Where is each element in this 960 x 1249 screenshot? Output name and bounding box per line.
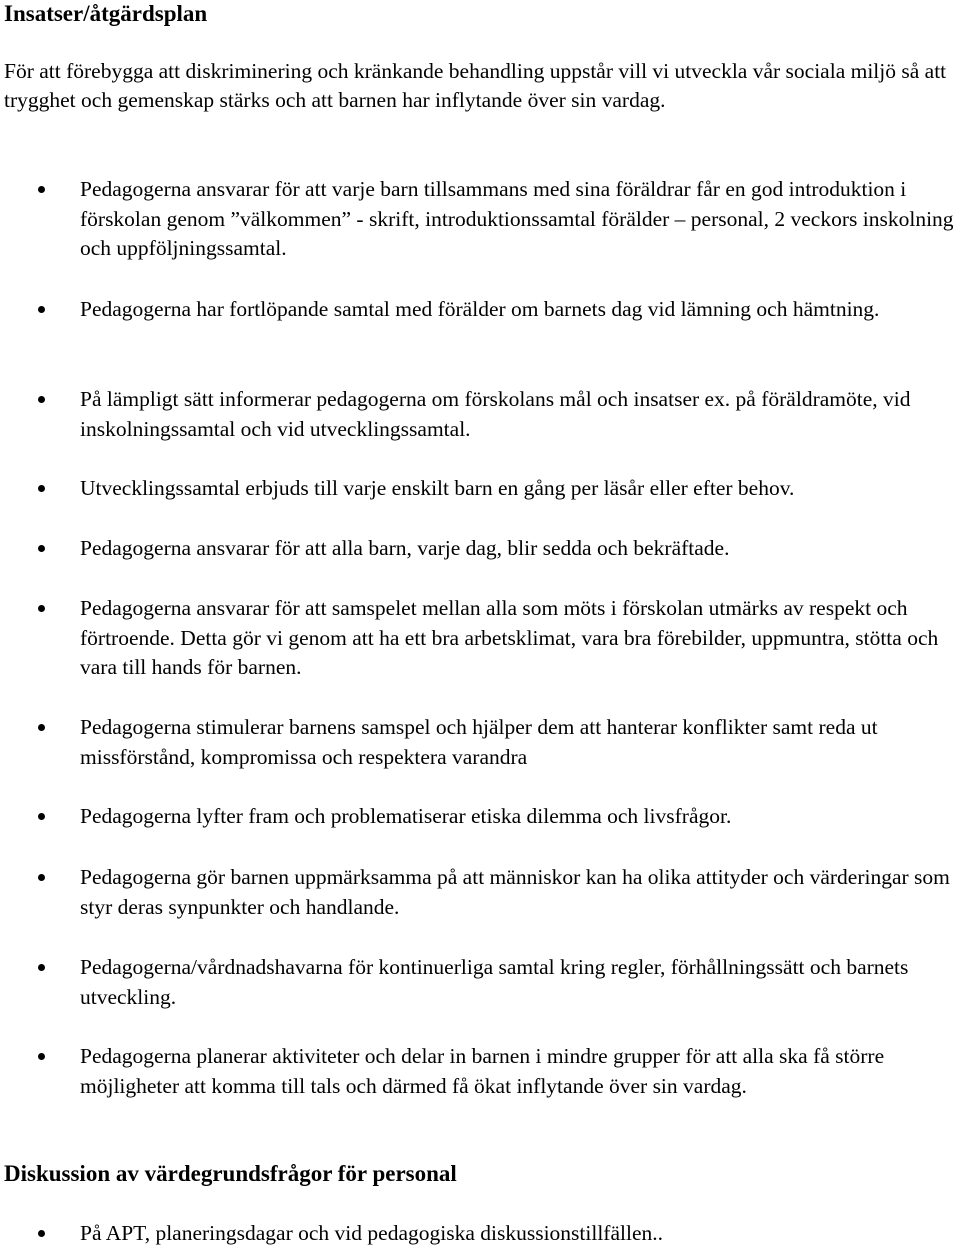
bullet-icon [38,813,45,820]
list-item [0,953,960,1012]
list-item-text: Pedagogerna ansvarar för att alla barn, varje dag, blir sedda och bekräftade. [80,536,730,560]
list-item-text: Pedagogerna gör barnen uppmärksamma på att människor kan ha olika attityder och värderingar som styr deras synpunkter och handlande. [80,865,950,919]
bullet-icon [38,724,45,731]
list-item [0,534,960,564]
list-item-text: På APT, planeringsdagar och vid pedagogiska diskussionstillfällen.. [80,1221,663,1245]
section-heading-insatser: Insatser/åtgärdsplan [4,1,208,26]
list-item-text: Pedagogerna planerar aktiviteter och delar in barnen i mindre grupper för att alla ska få större möjligheter att komma till tals och därmed få ökat inflytande över sin vardag. [80,1044,885,1098]
list-item [0,474,960,504]
list-item-text: Pedagogerna ansvarar för att samspelet mellan alla som möts i förskolan utmärks av respekt och förtroende. Detta gör vi genom att ha ett bra arbetsklimat, vara bra förebilder, uppmuntra, stötta och vara till hands för barnen. [80,596,939,679]
list-item [0,1219,960,1249]
list-item-text: Pedagogerna har fortlöpande samtal med förälder om barnets dag vid lämning och hämtning. [80,297,880,321]
bullet-icon [38,545,45,552]
bullet-icon [38,485,45,492]
list-item [0,175,960,264]
bullet-icon [38,306,45,313]
list-item [0,802,960,832]
list-item [0,1042,960,1101]
bullet-icon [38,1230,45,1237]
bullet-icon [38,186,45,193]
bullet-icon [38,396,45,403]
list-item-text: Utvecklingssamtal erbjuds till varje enskilt barn en gång per läsår eller efter behov. [80,476,795,500]
list-item [0,594,960,683]
bullet-icon [38,874,45,881]
list-item [0,863,960,922]
list-item [0,295,960,325]
bullet-icon [38,1053,45,1060]
bullet-icon [38,605,45,612]
list-item-text: Pedagogerna lyfter fram och problematiserar etiska dilemma och livsfrågor. [80,804,732,828]
list-item-text: Pedagogerna ansvarar för att varje barn tillsammans med sina föräldrar får en god introduktion i förskolan genom ”välkommen” - skrift, introduktionssamtal förälder – personal, 2 veckors inskolning och uppföljningssamtal. [80,177,954,260]
list-item-text: Pedagogerna/vårdnadshavarna för kontinuerliga samtal kring regler, förhållningssätt och barnets utveckling. [80,955,909,1009]
list-item [0,385,960,444]
bullet-icon [38,964,45,971]
intro-paragraph: För att förebygga att diskriminering och kränkande behandling uppstår vill vi utveckla vår sociala miljö så att trygghet och gemenskap stärks och att barnen har inflytande över sin vardag. [4,59,947,112]
list-item-text: Pedagogerna stimulerar barnens samspel och hjälper dem att hanterar konflikter samt reda ut missförstånd, kompromissa och respektera varandra [80,715,878,769]
list-item [0,713,960,772]
list-item-text: På lämpligt sätt informerar pedagogerna om förskolans mål och insatser ex. på föräldramöte, vid inskolningssamtal och vid utvecklingssamtal. [80,387,911,441]
section-heading-diskussion: Diskussion av värdegrundsfrågor för personal [4,1161,457,1186]
